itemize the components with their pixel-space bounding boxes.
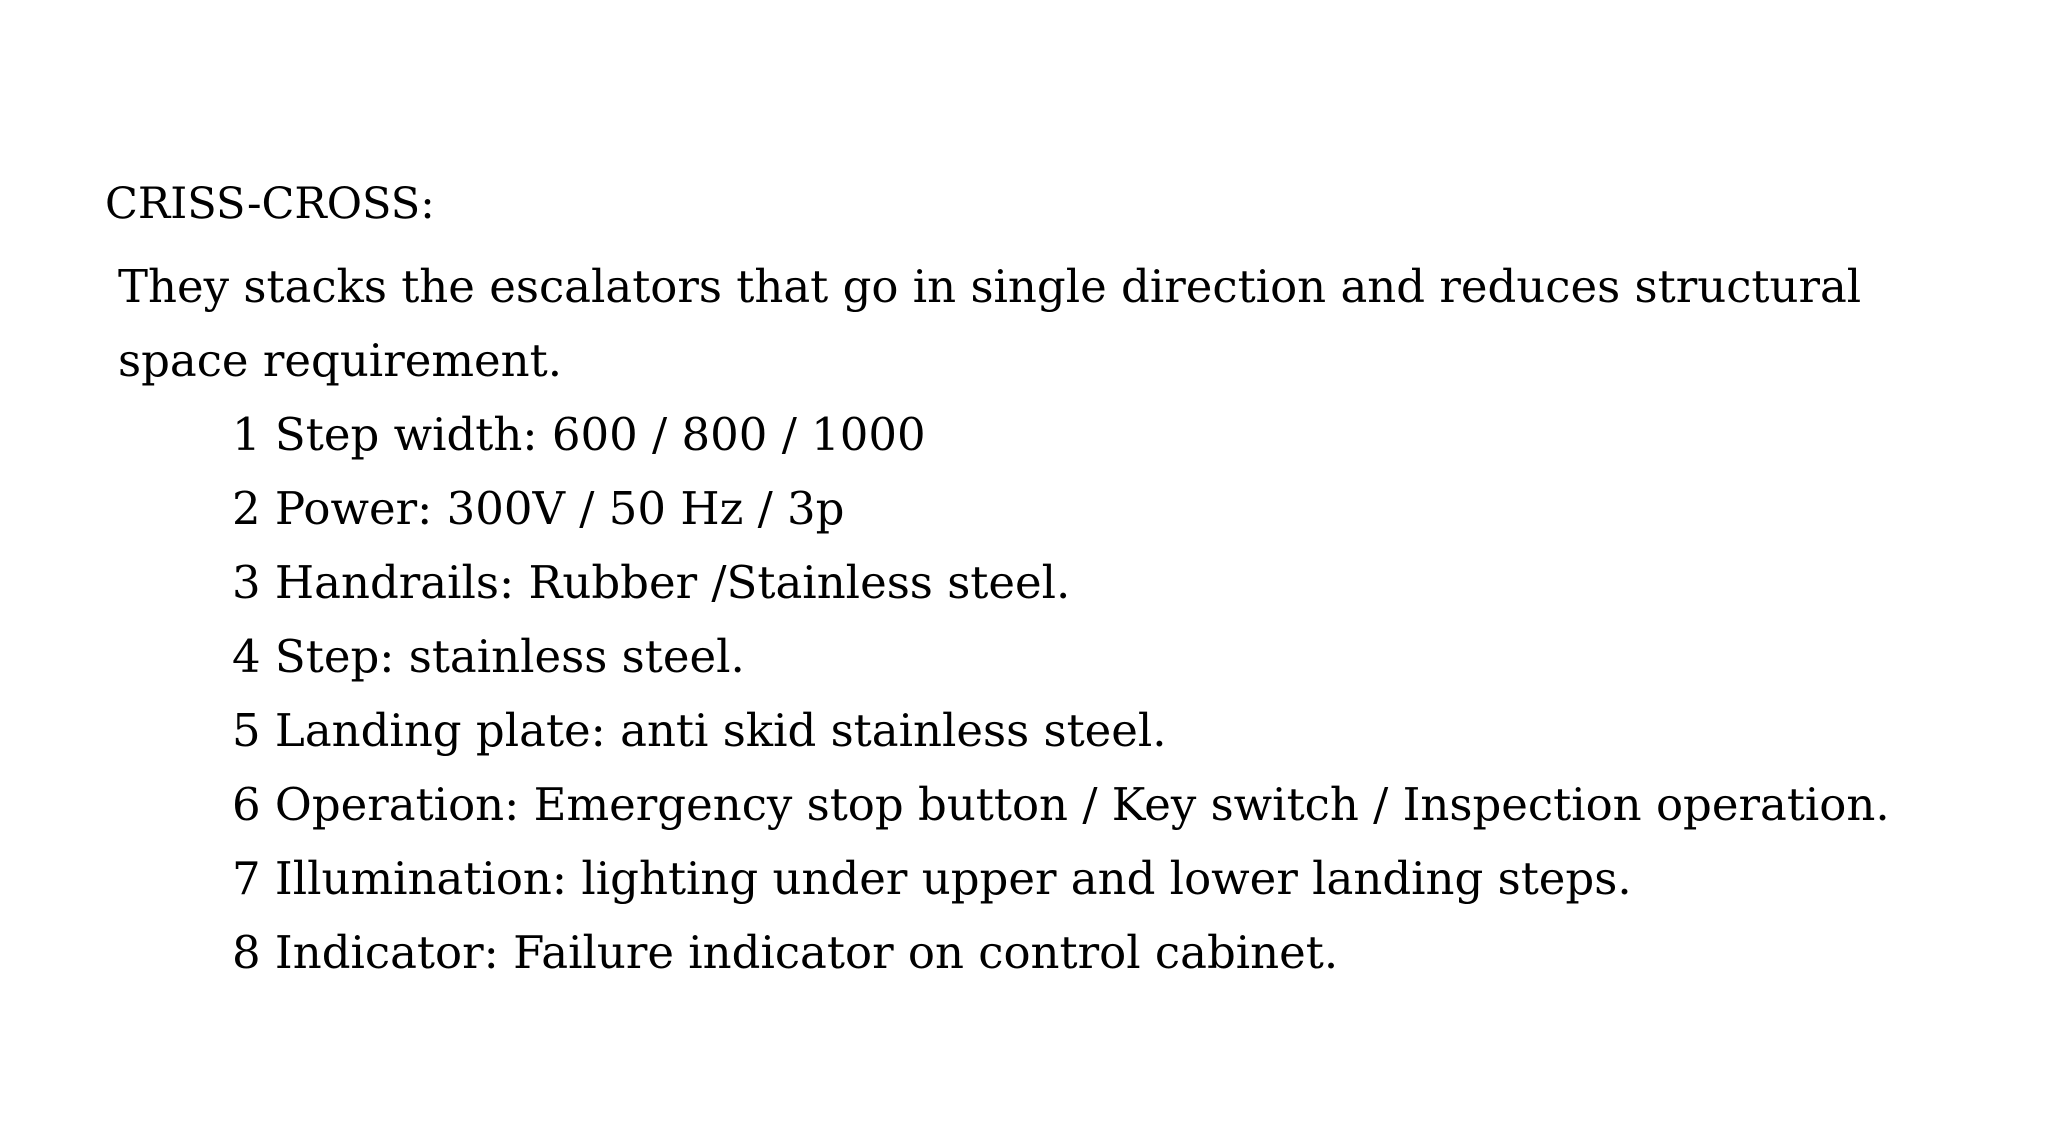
spec-item-operation: 6 Operation: Emergency stop button / Key switch / Inspection operation. [232, 778, 1890, 831]
spec-item-handrails: 3 Handrails: Rubber /Stainless steel. [232, 556, 1071, 609]
spec-item-landing-plate: 5 Landing plate: anti skid stainless steel. [232, 704, 1167, 757]
spec-item-illumination: 7 Illumination: lighting under upper and lower landing steps. [232, 852, 1632, 905]
intro-line: They stacks the escalators that go in single direction and reduces structural [118, 260, 1862, 313]
spec-item-power: 2 Power: 300V / 50 Hz / 3p [232, 482, 845, 535]
spec-item-step-width: 1 Step width: 600 / 800 / 1000 [232, 408, 926, 461]
spec-item-step: 4 Step: stainless steel. [232, 630, 745, 683]
spec-item-indicator: 8 Indicator: Failure indicator on control cabinet. [232, 926, 1339, 979]
spec-list [232, 398, 1890, 990]
slide-heading: CRISS-CROSS: [105, 179, 435, 229]
intro-line: space requirement. [118, 334, 563, 387]
intro-paragraph [118, 250, 1862, 398]
